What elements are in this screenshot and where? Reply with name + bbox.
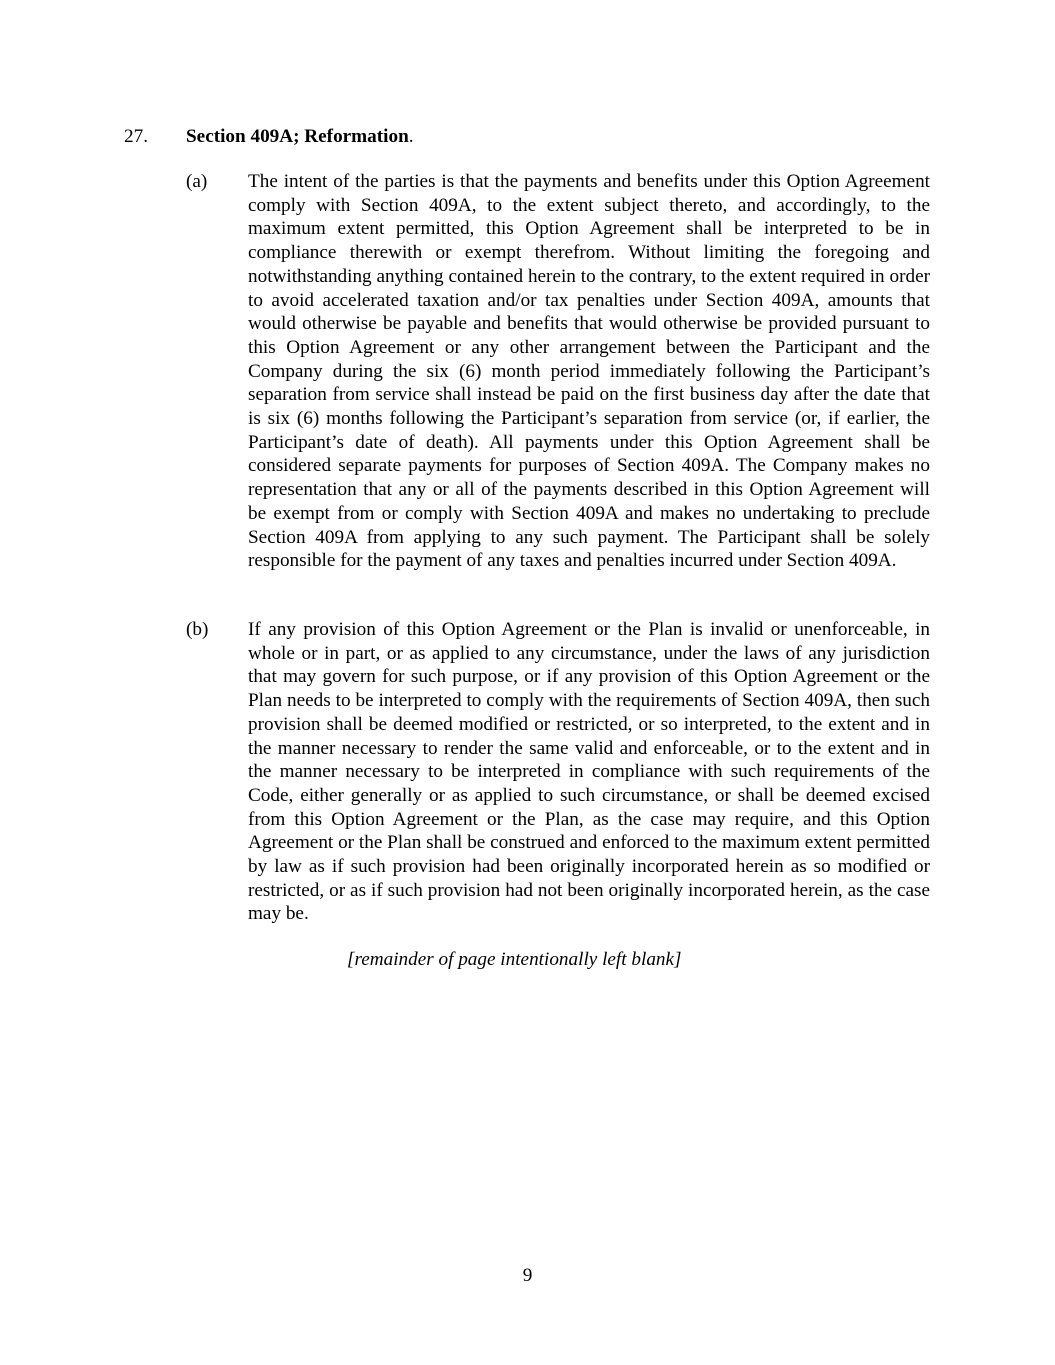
subsection-label: (a) [186,171,208,192]
subsection-text: The intent of the parties is that the payments and benefits under this Option Agreement comply with Section 409A, to the extent subject thereto, and accordingly, to the maximum extent permitted, this Option Agreement shall be interpreted to be in compliance therewith or exempt therefrom. Without limiting the foregoing and notwithstanding anything contained herein to the contrary, to the extent required in order to avoid accelerated taxation and/or tax penalties under Section 409A, amounts that would otherwise be payable and benefits that would otherwise be provided pursuant to this Option Agreement or any other arrangement between the Participant and the Company during the six (6) month period immediately following the Participant’s separation from service shall instead be paid on the first business day after the date that is six (6) months following the Participant’s separation from service (or, if earlier, the Participant’s date of death). All payments under this Option Agreement shall be considered separate payments for purposes of Section 409A. The Company makes no representation that any or all of the payments described in this Option Agreement will be exempt from or comply with Section 409A and makes no undertaking to preclude Section 409A from applying to any such payment. The Participant shall be solely responsible for the payment of any taxes and penalties incurred under Section 409A. [248,171,930,572]
subsection-label: (b) [186,619,209,640]
page-number: 9 [522,1265,533,1286]
section-title-text: Section 409A; Reformation [186,126,409,147]
section-title [186,125,414,149]
section-title-period: . [408,126,414,147]
subsection-text: If any provision of this Option Agreement or the Plan is invalid or unenforceable, in whole or in part, or as applied to any circumstance, under the laws of any jurisdiction that may govern for such purpose, or if any provision of this Option Agreement or the Plan needs to be interpreted to comply with the requirements of Section 409A, then such provision shall be deemed modified or restricted, or so interpreted, to the extent and in the manner necessary to render the same valid and enforceable, or to the extent and in the manner necessary to be interpreted in compliance with such requirements of the Code, either generally or as applied to such circumstance, or shall be deemed excised from this Option Agreement or the Plan, as the case may require, and this Option Agreement or the Plan shall be construed and enforced to the maximum extent permitted by law as if such provision had been originally incorporated herein as so modified or restricted, or as if such provision had not been originally incorporated herein, as the case may be. [248,619,930,925]
remainder-note: [remainder of page intentionally left blank] [347,949,682,970]
section-heading [124,125,934,149]
section-number: 27. [124,126,148,147]
